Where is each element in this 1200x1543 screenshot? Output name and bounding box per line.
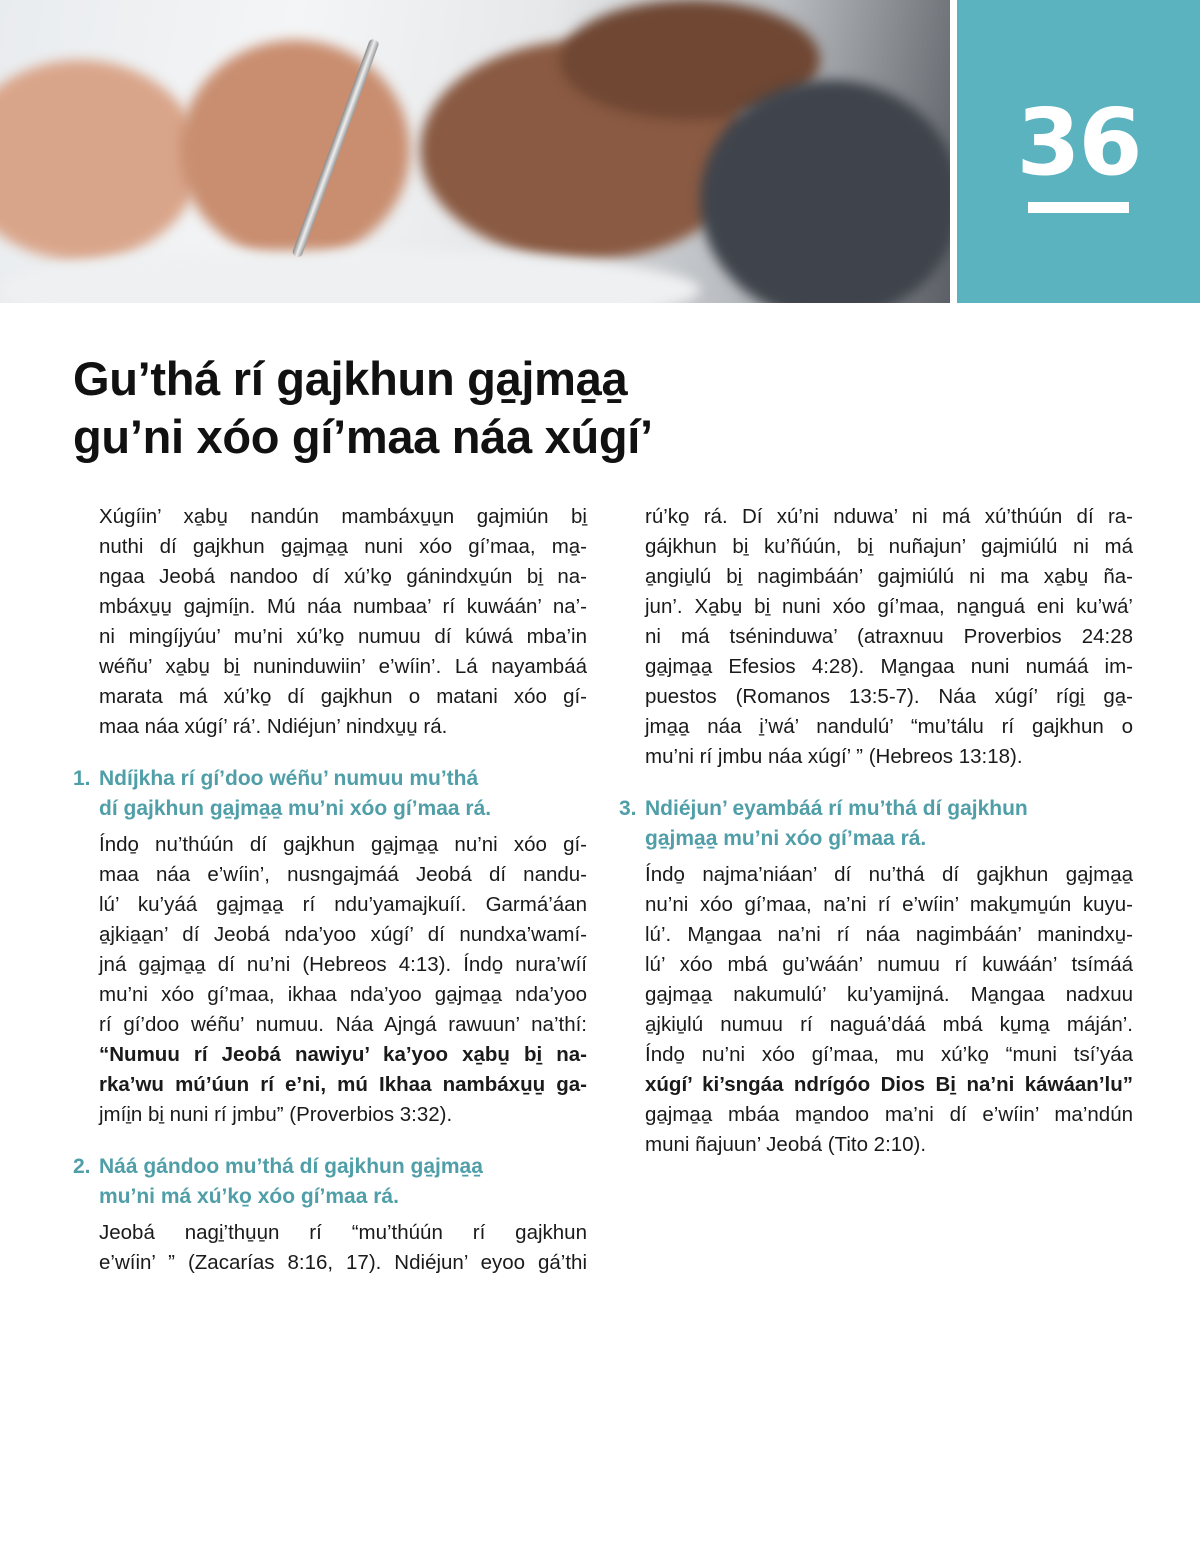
chapter-underline (1028, 202, 1129, 213)
title-line: gu’ni xóo gí’maa náa xúgí’ (73, 410, 653, 463)
text-line: maa náa e’wíin’, nusngajmáá Jeobá dí nandu- (99, 863, 587, 886)
text-line: ga̱jma̱a̱ Efesios 4:28). Ma̱ngaa nuni numáá im- (645, 655, 1133, 678)
text-line: puestos (Romanos 13:5-7). Náa xúgí’ rígi̱ ga̱- (645, 685, 1133, 708)
text-line: muni ñajuun’ Jeobá (Tito 2:10). (645, 1133, 927, 1156)
text-line: Índo̱ nu’thúún dí gajkhun ga̱jma̱a̱ nu’ni xóo gí- (99, 833, 587, 856)
chapter-number-box (957, 0, 1200, 303)
text-line: nu’ni xóo gí’maa, na’ni rí e’wíin’ maku̱mu̱ún kuyu- (645, 893, 1133, 916)
text-line: lú’. Ma̱ngaa na’ni rí náa nagimbáán’ manindxu̱- (645, 923, 1133, 946)
text-line: jma̱a̱ náa i̱’wá’ nandulú’ “mu’tálu rí gajkhun o (645, 715, 1133, 738)
text-line: Xúgíin’ xa̱bu̱ nandún mambáxu̱u̱n gajmiún bi̱ (99, 505, 587, 528)
text-line: mu’ni xóo gí’maa, ikhaa nda’yoo ga̱jma̱a̱ nda’yoo (99, 983, 587, 1006)
section-number: 1. (73, 767, 91, 790)
text-line: a̱jkiu̱lú numuu rí naguá’dáá mbá ku̱ma̱ máján’. (645, 1013, 1133, 1036)
section-2-paragraph-start (99, 1218, 587, 1278)
text-line: ga̱jma̱a̱ nakumulú’ ku’yamijná. Ma̱ngaa nadxuu (645, 983, 1133, 1006)
text-line: ngaa Jeobá nandoo dí xú’ko̱ gánindxu̱ún bi̱ na- (99, 565, 587, 588)
text-line: Índo̱ najma’niáan’ dí nu’thá dí gajkhun ga̱jma̱a̱ (645, 863, 1133, 886)
text-line: jná ga̱jma̱a̱ dí nu’ni (Hebreos 4:13). Índo̱ nura’wíí (99, 953, 587, 976)
heading-line: mu’ni má xú’ko̱ xóo gí’maa rá. (99, 1185, 399, 1208)
text-line: maa náa xúgí’ rá’. Ndiéjun’ nindxu̱u̱ rá. (99, 715, 448, 738)
section-3-paragraph (645, 860, 1133, 1160)
heading-line: Ndiéjun’ eyambáá rí mu’thá dí gajkhun (645, 797, 1028, 820)
intro-paragraph (99, 502, 587, 742)
text-line: jun’. Xa̱bu̱ bi̱ nuni xóo gí’maa, na̱nguá eni ku’wá’ (645, 595, 1133, 618)
section-2-paragraph-cont (645, 502, 1133, 772)
section-number: 3. (619, 797, 637, 820)
heading-line: Náá gándoo mu’thá dí gajkhun ga̱jma̱a̱ (99, 1155, 483, 1178)
header-photo-handshake (0, 0, 950, 303)
text-line: mu’ni rí jmbu náa xúgí’ ” (Hebreos 13:18). (645, 745, 1023, 768)
text-line: Jeobá nagi̱’thu̱u̱n rí “mu’thúún rí gajkhun (99, 1221, 587, 1244)
scripture-quote-line: “Numuu rí Jeobá nawiyu’ ka’yoo xa̱bu̱ bi̱ na- (99, 1043, 587, 1066)
left-column (73, 502, 587, 1278)
scripture-quote-line: xúgí’ ki’sngáa ndrígóo Dios Bi̱ na’ni káwáan’lu” (645, 1073, 1133, 1096)
section-heading-1 (73, 764, 587, 824)
text-line: mbáxu̱u̱ gajmíi̱n. Mú náa numbaa’ rí kuwáán’ na’- (99, 595, 587, 618)
text-line: e’wíin’ ” (Zacarías 8:16, 17). Ndiéjun’ eyoo gá’thi (99, 1251, 587, 1274)
text-line: ni má tséninduwa’ (atraxnuu Proverbios 24:28 (645, 625, 1133, 648)
text-line: a̱ngiu̱lú bi̱ nagimbáán’ gajmiúlú ni ma xa̱bu̱ ña- (645, 565, 1133, 588)
page-title (73, 350, 653, 466)
text-line: nuthi dí gajkhun ga̱jma̱a̱ nuni xóo gí’maa, ma̱- (99, 535, 587, 558)
text-line: lú’ xóo mbá gu’wáán’ numuu rí kuwáán’ tsímáá (645, 953, 1133, 976)
scripture-quote-line: rka’wu mú’úun rí e’ni, mú Ikhaa nambáxu̱u̱ ga- (99, 1073, 587, 1096)
section-heading-2 (73, 1152, 587, 1212)
text-line: jmíi̱n bi̱ nuni rí jmbu” (Proverbios 3:32). (99, 1103, 453, 1126)
heading-line: Ndíjkha rí gí’doo wéñu’ numuu mu’thá (99, 767, 479, 790)
text-line: lú’ ku’yáá ga̱jma̱a̱ rí ndu’yamajkuíí. Garmá’áan (99, 893, 587, 916)
right-column (619, 502, 1133, 1160)
section-heading-3 (619, 794, 1133, 854)
text-line: rú’ko̱ rá. Dí xú’ni nduwa’ ni má xú’thúún dí ra- (645, 505, 1133, 528)
section-1-paragraph (99, 830, 587, 1130)
heading-line: dí gajkhun ga̱jma̱a̱ mu’ni xóo gí’maa rá. (99, 797, 492, 820)
title-line: Gu’thá rí gajkhun ga̱jma̱a̱ (73, 352, 628, 405)
heading-line: ga̱jma̱a̱ mu’ni xóo gí’maa rá. (645, 827, 927, 850)
text-line: rí gí’doo wéñu’ numuu. Náa Ajngá rawuun’ na’thí: (99, 1013, 587, 1036)
text-line: ga̱jma̱a̱ mbáa ma̱ndoo ma’ni dí e’wíin’ ma’ndún (645, 1103, 1133, 1126)
text-line: marata má xú’ko̱ dí gajkhun o matani xóo gí- (99, 685, 587, 708)
text-line: ni mingíjyúu’ mu’ni xú’ko̱ numuu dí kúwá mba’in (99, 625, 587, 648)
text-line: a̱jkia̱a̱n’ dí Jeobá nda’yoo xúgí’ dí nundxa’wamí- (99, 923, 587, 946)
text-line: wéñu’ xa̱bu̱ bi̱ nuninduwiin’ e’wíin’. Lá nayambáá (99, 655, 587, 678)
text-line: gájkhun bi̱ ku’ñúún, bi̱ nuñajun’ gajmiúlú ni má (645, 535, 1133, 558)
text-line: Índo̱ nu’ni xóo gí’maa, mu xú’ko̱ “muni tsí’yáa (645, 1043, 1133, 1066)
section-number: 2. (73, 1155, 91, 1178)
chapter-number: 36 (1016, 89, 1141, 196)
